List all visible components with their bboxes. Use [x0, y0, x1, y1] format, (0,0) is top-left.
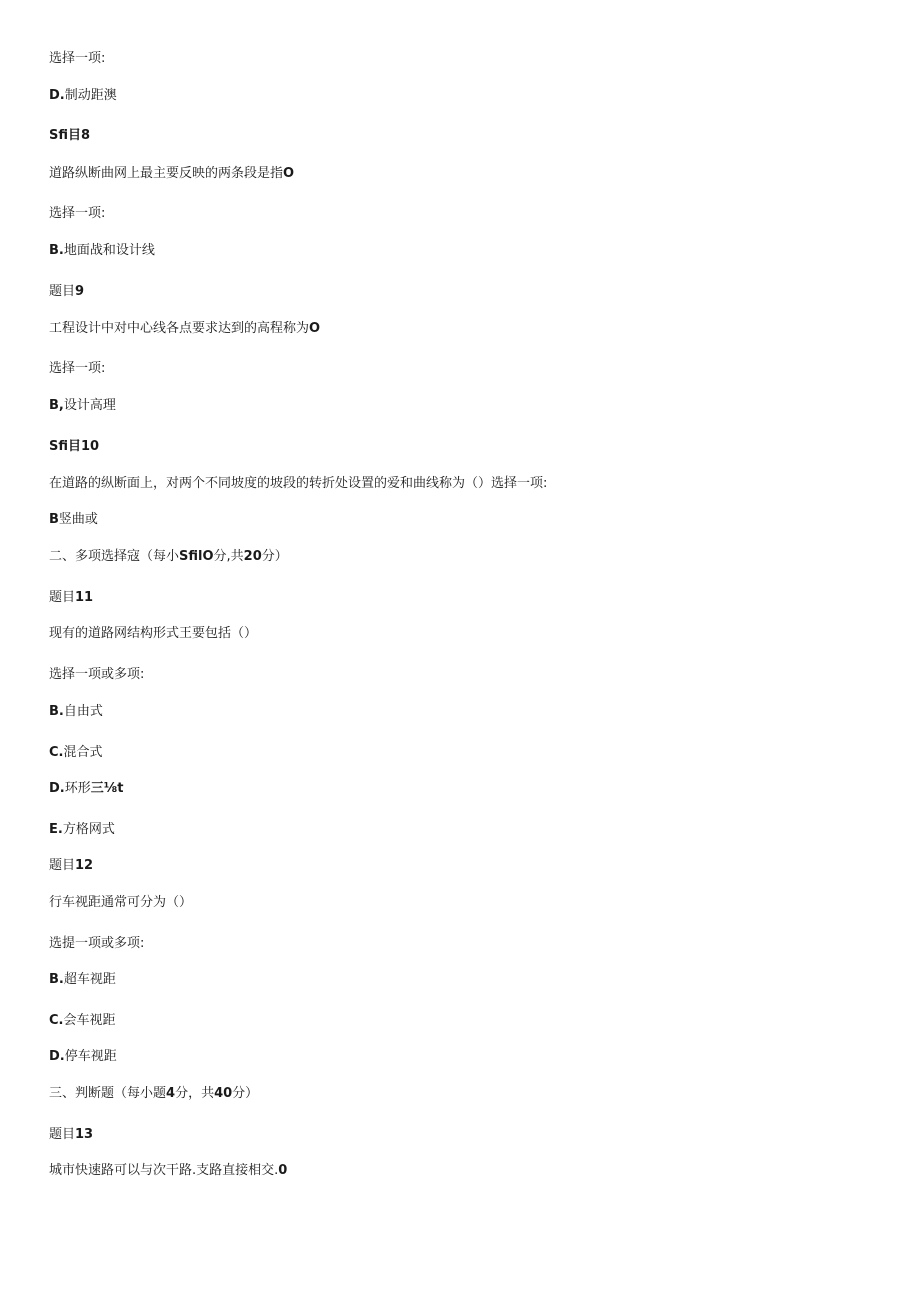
section-2-heading: 二、多项选择寇（每小SfilO分,共20分）	[49, 549, 288, 564]
answer-option-c: C.混合式	[49, 745, 103, 760]
answer-option-d: D.停车视距	[49, 1049, 117, 1064]
answer-option-b: B.地面战和设计线	[49, 243, 155, 258]
answer-option-c: C.会车视距	[49, 1013, 116, 1028]
answer-option-d: D.环形三⅛t	[49, 781, 124, 796]
question-9-text: 工程设计中对中心线各点要求达到的高程称为O	[49, 321, 321, 336]
answer-option-b: B,设计高理	[49, 398, 116, 413]
section-3-heading: 三、判断题（每小题4分，共40分）	[49, 1086, 259, 1101]
question-11-heading: 题目11	[49, 590, 94, 605]
choose-one-prompt-2: 选择一项:	[49, 206, 106, 221]
question-12-heading: 题目12	[49, 858, 94, 873]
question-10-text: 在道路的纵断面上，对两个不同坡度的坡段的转折处设置的爱和曲线称为（）选择一项:	[49, 476, 548, 491]
choose-multi-prompt-1: 选择一项或多项:	[49, 667, 145, 682]
answer-option-b: B竖曲或	[49, 512, 98, 527]
answer-option-e: E.方格网式	[49, 822, 115, 837]
question-13-text: 城市快速路可以与次干路.支路直接相交.0	[49, 1163, 288, 1178]
choose-one-prompt-1: 选择一项:	[49, 51, 106, 66]
question-8-text: 道路纵断曲网上最主要反映的两条段是指O	[49, 166, 295, 181]
choose-one-prompt-3: 选择一项:	[49, 361, 106, 376]
question-9-heading: 题目9	[49, 284, 85, 299]
answer-option-b: B.自由式	[49, 704, 103, 719]
question-13-heading: 题目13	[49, 1127, 94, 1142]
choose-multi-prompt-2: 选提一项或多项:	[49, 936, 145, 951]
answer-option-b: B.超车视距	[49, 972, 116, 987]
question-11-text: 现有的道路网结构形式王要包括（）	[49, 626, 258, 641]
question-8-heading: Sfi目8	[49, 128, 91, 143]
question-12-text: 行车视距通常可分为（）	[49, 895, 193, 910]
answer-option-d: D.制动距澳	[49, 88, 117, 103]
question-10-heading: Sfi目10	[49, 439, 100, 454]
